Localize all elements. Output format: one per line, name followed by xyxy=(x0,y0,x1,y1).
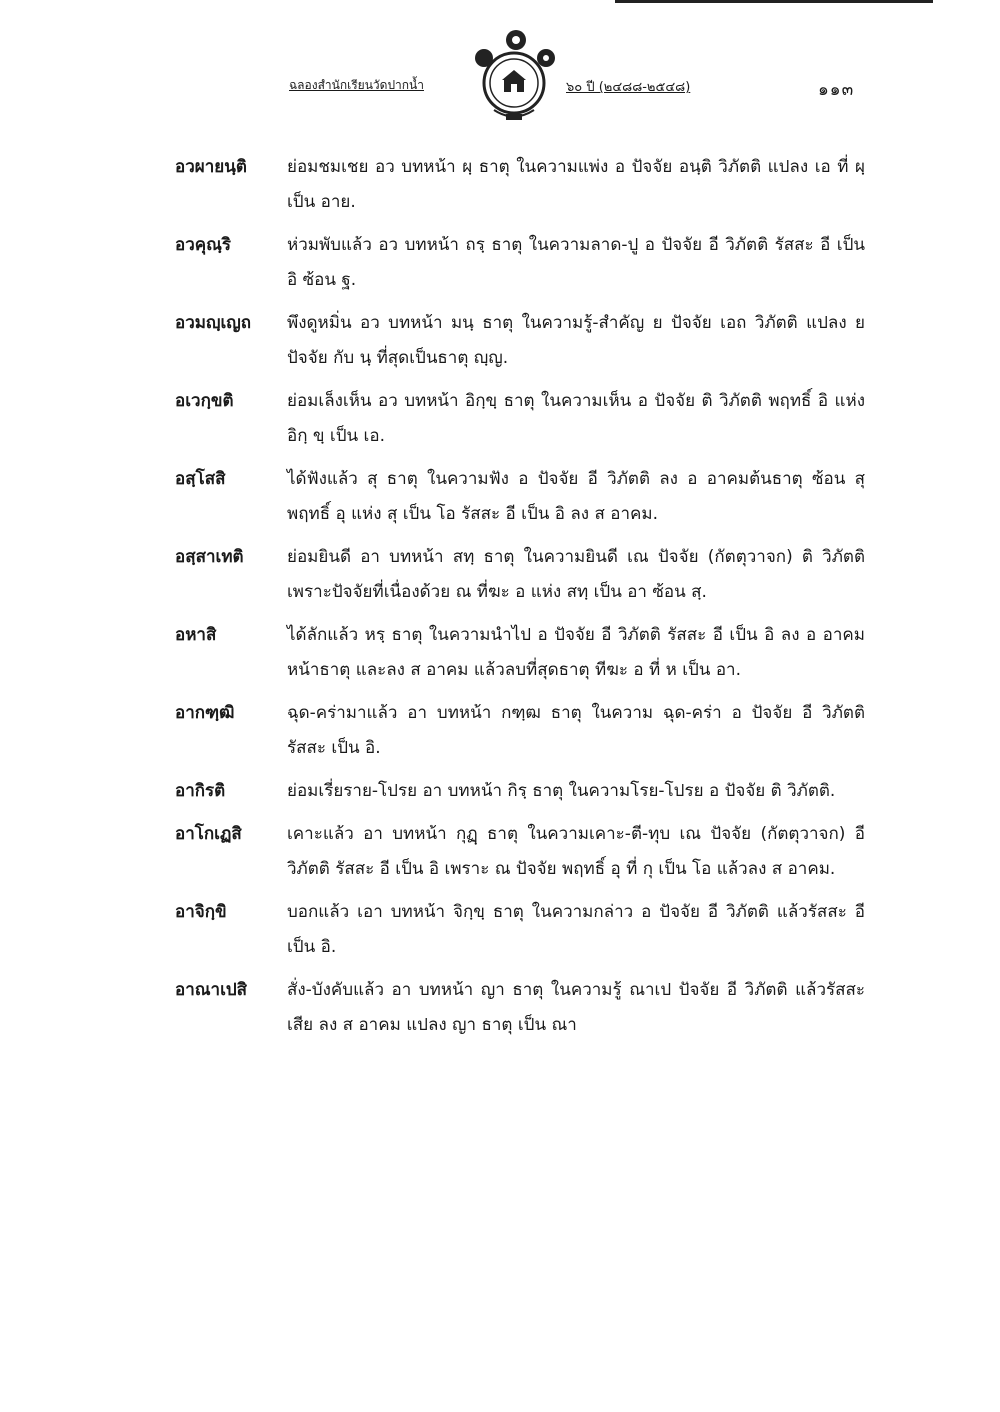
entry-term: อสฺโสสิ xyxy=(175,469,226,489)
entry-term: อวมญฺเญถ xyxy=(175,313,252,333)
entry-definition: สั่ง-บังคับแล้ว อา บทหน้า ญา ธาตุ ในความรู้ ณาเป ปัจจัย อี วิภัตติ แล้วรัสสะเสีย ลง ส อาคม แปลง ญา ธาตุ เป็น ณา xyxy=(287,980,865,1035)
entry-term: อวผายนฺติ xyxy=(175,157,247,177)
entry xyxy=(175,540,865,610)
page-number: ๑๑๓ xyxy=(818,80,855,100)
dictionary-entries xyxy=(175,150,865,1051)
entry xyxy=(175,774,865,809)
header-years: ๖๐ ปี (๒๔๘๘-๒๕๔๘) xyxy=(566,80,691,95)
entry-definition: บอกแล้ว เอา บทหน้า จิกฺขฺ ธาตุ ในความกล่าว อ ปัจจัย อี วิภัตติ แล้วรัสสะ อี เป็น อิ. xyxy=(287,902,865,957)
entry-term: อวคุณฺริ xyxy=(175,235,232,255)
entry-definition: ย่อมชมเชย อว บทหน้า ผฺ ธาตุ ในความแพ่ง อ ปัจจัย อนฺติ วิภัตติ แปลง เอ ที่ ผฺ เป็น อาย. xyxy=(287,157,865,212)
entry-term: อหาสิ xyxy=(175,625,217,645)
entry xyxy=(175,895,865,965)
entry xyxy=(175,618,865,688)
entry-definition: ฉุด-คร่ามาแล้ว อา บทหน้า กฑฺฒ ธาตุ ในความ ฉุด-คร่า อ ปัจจัย อี วิภัตติ รัสสะ เป็น อิ. xyxy=(287,703,865,758)
entry-definition: ย่อมเล็งเห็น อว บทหน้า อิกฺขฺ ธาตุ ในความเห็น อ ปัจจัย ติ วิภัตติ พฤทธิ์ อิ แห่ง อิกฺ ขฺ เป็น เอ. xyxy=(287,391,865,446)
entry-term: อเวกฺขติ xyxy=(175,391,234,411)
header-title: ฉลองสำนักเรียนวัดปากน้ำ xyxy=(289,78,424,92)
emblem-logo xyxy=(472,28,562,128)
entry xyxy=(175,306,865,376)
entry xyxy=(175,384,865,454)
entry-term: อาณาเปสิ xyxy=(175,980,248,1000)
entry-definition: ได้ฟังแล้ว สุ ธาตุ ในความฟัง อ ปัจจัย อี วิภัตติ ลง อ อาคมต้นธาตุ ซ้อน สุ พฤทธิ์ อุ แห่ง สุ เป็น โอ รัสสะ อี เป็น อิ ลง ส อาคม. xyxy=(287,469,865,524)
entry-definition: ย่อมเรี่ยราย-โปรย อา บทหน้า กิรฺ ธาตุ ในความโรย-โปรย อ ปัจจัย ติ วิภัตติ. xyxy=(287,781,836,801)
emblem-icon xyxy=(472,28,562,128)
entry-definition: ห่วมพับแล้ว อว บทหน้า ถรฺ ธาตุ ในความลาด-ปู อ ปัจจัย อี วิภัตติ รัสสะ อี เป็น อิ ซ้อน ฐ. xyxy=(287,235,865,290)
entry-definition: เคาะแล้ว อา บทหน้า กุฏฺ ธาตุ ในความเคาะ-ตี-ทุบ เณ ปัจจัย (กัตตุวาจก) อี วิภัตติ รัสสะ อี เป็น อิ เพราะ ณ ปัจจัย พฤทธิ์ อุ ที่ กุ เป็น โอ แล้วลง ส อาคม. xyxy=(287,824,865,879)
entry xyxy=(175,973,865,1043)
entry xyxy=(175,150,865,220)
entry xyxy=(175,462,865,532)
entry-definition: ย่อมยินดี อา บทหน้า สทฺ ธาตุ ในความยินดี เณ ปัจจัย (กัตตุวาจก) ติ วิภัตติ เพราะปัจจัยที่เนื่องด้วย ณ ที่ฆะ อ แห่ง สทฺ เป็น อา ซ้อน สฺ. xyxy=(287,547,865,602)
entry-definition: พึงดูหมิ่น อว บทหน้า มนฺ ธาตุ ในความรู้-สำคัญ ย ปัจจัย เอถ วิภัตติ แปลง ย ปัจจัย กับ นฺ ที่สุดเป็นธาตุ ญฺญ. xyxy=(287,313,865,368)
entry-term: อากฑฺฒิ xyxy=(175,703,235,723)
entry-term: อสฺสาเทติ xyxy=(175,547,244,567)
entry-definition: ได้ลักแล้ว หรฺ ธาตุ ในความนำไป อ ปัจจัย อี วิภัตติ รัสสะ อี เป็น อิ ลง อ อาคมหน้าธาตุ และลง ส อาคม แล้วลบที่สุดธาตุ ทีฆะ อ ที่ ห เป็น อา. xyxy=(287,625,865,680)
entry-term: อากิรติ xyxy=(175,781,226,801)
entry-term: อาโกเฏสิ xyxy=(175,824,242,844)
page-header xyxy=(0,0,1000,135)
entry-term: อาจิกฺขิ xyxy=(175,902,227,922)
entry xyxy=(175,696,865,766)
entry xyxy=(175,817,865,887)
entry xyxy=(175,228,865,298)
